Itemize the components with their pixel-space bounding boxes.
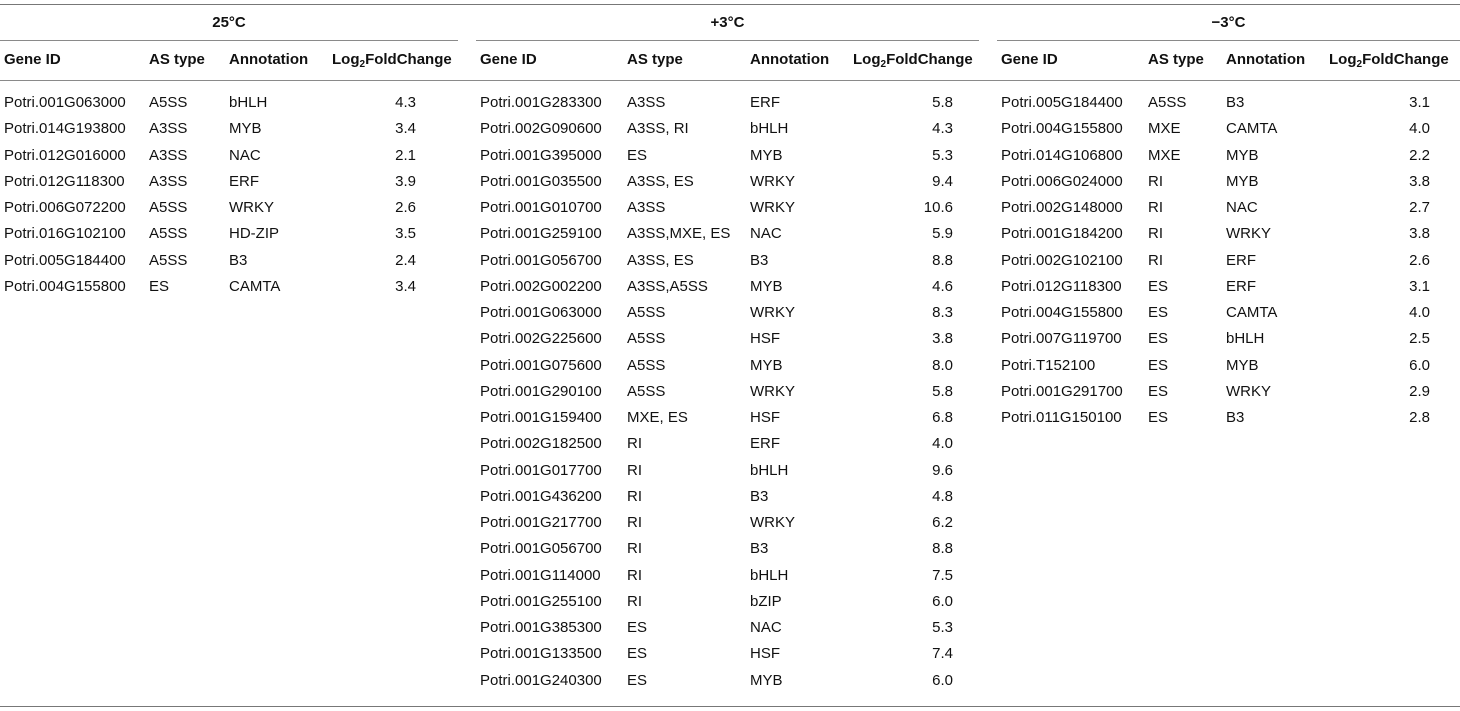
header-gene-id: Gene ID — [480, 51, 537, 68]
table-row — [0, 92, 458, 118]
cell-log2-fold-change: 2.2 — [1409, 146, 1430, 164]
table-row — [476, 460, 979, 486]
table-row — [997, 197, 1460, 223]
table-row — [997, 118, 1460, 144]
cell-annotation: NAC — [750, 225, 782, 243]
cell-gene-id: Potri.001G395000 — [480, 146, 602, 164]
table-row — [0, 197, 458, 223]
cell-gene-id: Potri.001G056700 — [480, 251, 602, 269]
group-title-25c: 25°C — [212, 14, 246, 31]
cell-as-type: A3SS,A5SS — [627, 277, 708, 295]
table-row — [476, 670, 979, 696]
cell-gene-id: Potri.001G290100 — [480, 382, 602, 400]
cell-as-type: MXE, ES — [627, 409, 688, 426]
cell-annotation: HSF — [750, 409, 780, 426]
header-log2-fold-change: Log$_2$FoldChange — [853, 51, 973, 70]
cell-log2-fold-change: 2.5 — [1409, 330, 1430, 348]
cell-log2-fold-change: 8.3 — [932, 304, 953, 321]
cell-log2-fold-change: 8.8 — [932, 251, 953, 269]
cell-annotation: WRKY — [750, 172, 795, 190]
cell-as-type: RI — [627, 487, 642, 505]
table-row — [476, 617, 979, 643]
cell-log2-fold-change: 2.8 — [1409, 409, 1430, 426]
table-row — [476, 591, 979, 617]
cell-log2-fold-change: 4.0 — [1409, 304, 1430, 321]
table-row — [0, 276, 458, 302]
cell-gene-id: Potri.001G217700 — [480, 514, 602, 531]
cell-gene-id: Potri.011G150100 — [1001, 409, 1122, 426]
table-row — [476, 145, 979, 171]
header-log2-fold-change: Log$_2$FoldChange — [332, 51, 452, 70]
cell-gene-id: Potri.001G255100 — [480, 592, 602, 610]
cell-annotation: MYB — [1226, 356, 1259, 374]
table-top-rule — [0, 4, 1460, 5]
cell-log2-fold-change: 9.4 — [932, 172, 953, 190]
table-row — [997, 223, 1460, 249]
table-row — [997, 171, 1460, 197]
cell-as-type: MXE — [1148, 120, 1181, 138]
header-gene-id: Gene ID — [1001, 51, 1058, 68]
table-row — [476, 433, 979, 459]
cell-annotation: WRKY — [1226, 225, 1271, 243]
table-row — [997, 145, 1460, 171]
cell-annotation: B3 — [229, 251, 248, 269]
cell-annotation: MYB — [1226, 146, 1259, 164]
cell-annotation: bHLH — [750, 120, 789, 138]
cell-log2-fold-change: 3.9 — [395, 172, 416, 190]
cell-gene-id: Potri.001G133500 — [480, 645, 602, 663]
cell-annotation: CAMTA — [1226, 304, 1278, 321]
cell-log2-fold-change: 6.0 — [1409, 356, 1430, 374]
table-row — [997, 381, 1460, 407]
cell-as-type: A3SS — [627, 199, 666, 216]
cell-log2-fold-change: 7.5 — [932, 566, 953, 584]
cell-annotation: ERF — [750, 94, 780, 111]
cell-as-type: RI — [627, 540, 642, 558]
cell-gene-id: Potri.001G184200 — [1001, 225, 1123, 243]
cell-as-type: A5SS — [149, 251, 188, 269]
cell-as-type: A3SS — [149, 172, 188, 190]
table-row — [476, 643, 979, 669]
table-row — [476, 92, 979, 118]
cell-gene-id: Potri.001G063000 — [4, 94, 126, 111]
cell-as-type: MXE — [1148, 146, 1181, 164]
cell-gene-id: Potri.005G184400 — [1001, 94, 1123, 111]
cell-log2-fold-change: 2.1 — [395, 146, 416, 164]
cell-log2-fold-change: 3.8 — [1409, 225, 1430, 243]
cell-gene-id: Potri.002G002200 — [480, 277, 602, 295]
cell-annotation: CAMTA — [1226, 120, 1278, 138]
table-row — [0, 223, 458, 249]
cell-log2-fold-change: 6.0 — [932, 671, 953, 689]
header-as-type: AS type — [149, 51, 205, 68]
cell-gene-id: Potri.012G118300 — [1001, 277, 1122, 295]
cell-annotation: ERF — [1226, 277, 1256, 295]
table-row — [0, 250, 458, 276]
cell-gene-id: Potri.001G056700 — [480, 540, 602, 558]
table-row — [476, 276, 979, 302]
cell-annotation: NAC — [1226, 199, 1258, 216]
cell-gene-id: Potri.001G240300 — [480, 671, 602, 689]
cell-annotation: MYB — [229, 120, 262, 138]
cell-annotation: HD-ZIP — [229, 225, 279, 243]
rows-minus3c — [997, 92, 1460, 433]
cell-log2-fold-change: 3.1 — [1409, 277, 1430, 295]
cell-as-type: ES — [1148, 356, 1169, 374]
cell-gene-id: Potri.001G385300 — [480, 619, 602, 636]
header-as-type: AS type — [627, 51, 683, 68]
cell-annotation: CAMTA — [229, 277, 281, 295]
cell-gene-id: Potri.002G225600 — [480, 330, 602, 348]
cell-log2-fold-change: 2.6 — [1409, 251, 1430, 269]
cell-gene-id: Potri.004G155800 — [4, 277, 126, 295]
cell-annotation: bHLH — [750, 461, 789, 479]
cell-as-type: ES — [627, 619, 648, 636]
cell-annotation: NAC — [229, 146, 261, 164]
cell-annotation: ERF — [1226, 251, 1256, 269]
cell-gene-id: Potri.001G259100 — [480, 225, 602, 243]
cell-as-type: A3SS — [627, 94, 666, 111]
cell-log2-fold-change: 4.3 — [932, 120, 953, 138]
cell-log2-fold-change: 4.3 — [395, 94, 416, 111]
table-row — [0, 171, 458, 197]
table-row — [476, 565, 979, 591]
cell-annotation: MYB — [750, 356, 783, 374]
cell-annotation: WRKY — [750, 304, 795, 321]
cell-as-type: ES — [1148, 409, 1169, 426]
cell-annotation: WRKY — [750, 514, 795, 531]
table-row — [0, 145, 458, 171]
cell-annotation: HSF — [750, 645, 780, 663]
cell-annotation: bHLH — [1226, 330, 1265, 348]
cell-as-type: ES — [1148, 304, 1169, 321]
cell-log2-fold-change: 4.0 — [1409, 120, 1430, 138]
cell-log2-fold-change: 5.8 — [932, 94, 953, 111]
table-row — [476, 171, 979, 197]
cell-gene-id: Potri.012G016000 — [4, 146, 126, 164]
cell-as-type: A3SS, RI — [627, 120, 689, 138]
cell-annotation: B3 — [750, 540, 769, 558]
table-row — [997, 276, 1460, 302]
cell-annotation: MYB — [1226, 172, 1259, 190]
cell-gene-id: Potri.002G090600 — [480, 120, 602, 138]
cell-gene-id: Potri.002G148000 — [1001, 199, 1123, 216]
cell-gene-id: Potri.001G283300 — [480, 94, 602, 111]
rows-25c — [0, 92, 458, 302]
cell-as-type: RI — [627, 435, 642, 453]
cell-as-type: ES — [627, 146, 648, 164]
cell-gene-id: Potri.001G035500 — [480, 172, 602, 190]
cell-gene-id: Potri.006G072200 — [4, 199, 126, 216]
table-row — [476, 355, 979, 381]
cell-gene-id: Potri.001G063000 — [480, 304, 602, 321]
cell-log2-fold-change: 4.8 — [932, 487, 953, 505]
cell-log2-fold-change: 3.4 — [395, 277, 416, 295]
cell-log2-fold-change: 10.6 — [923, 199, 953, 216]
rows-plus3c — [476, 92, 979, 696]
cell-annotation: bZIP — [750, 592, 782, 610]
cell-log2-fold-change: 4.0 — [932, 435, 953, 453]
cell-annotation: bHLH — [229, 94, 268, 111]
table-row — [997, 250, 1460, 276]
cell-as-type: ES — [1148, 330, 1169, 348]
cell-as-type: RI — [627, 592, 642, 610]
cell-as-type: A3SS, ES — [627, 251, 694, 269]
cell-gene-id: Potri.014G106800 — [1001, 146, 1123, 164]
cell-as-type: ES — [627, 671, 648, 689]
table-row — [476, 486, 979, 512]
cell-as-type: A5SS — [149, 225, 188, 243]
group-title-plus3c: +3°C — [710, 14, 745, 31]
cell-as-type: A3SS,MXE, ES — [627, 225, 731, 243]
cell-log2-fold-change: 7.4 — [932, 645, 953, 663]
table-row — [476, 328, 979, 354]
cell-gene-id: Potri.005G184400 — [4, 251, 126, 269]
cell-log2-fold-change: 2.4 — [395, 251, 416, 269]
cell-as-type: RI — [1148, 172, 1163, 190]
table-row — [476, 512, 979, 538]
cell-log2-fold-change: 5.3 — [932, 619, 953, 636]
table-row — [997, 328, 1460, 354]
cell-log2-fold-change: 2.9 — [1409, 382, 1430, 400]
cell-as-type: A5SS — [627, 330, 666, 348]
group-rule-25c — [0, 40, 458, 41]
cell-gene-id: Potri.001G436200 — [480, 487, 602, 505]
cell-as-type: RI — [1148, 251, 1163, 269]
cell-gene-id: Potri.007G119700 — [1001, 330, 1122, 348]
cell-annotation: WRKY — [750, 199, 795, 216]
table-row — [476, 223, 979, 249]
cell-as-type: A5SS — [149, 199, 188, 216]
cell-log2-fold-change: 3.8 — [932, 330, 953, 348]
cell-as-type: ES — [627, 645, 648, 663]
cell-gene-id: Potri.001G017700 — [480, 461, 602, 479]
cell-as-type: A5SS — [627, 356, 666, 374]
cell-annotation: WRKY — [1226, 382, 1271, 400]
table-row — [997, 302, 1460, 328]
header-annotation: Annotation — [1226, 51, 1306, 68]
cell-annotation: MYB — [750, 277, 783, 295]
cell-annotation: WRKY — [750, 382, 795, 400]
cell-log2-fold-change: 3.1 — [1409, 94, 1430, 111]
table-row — [476, 407, 979, 433]
table-row — [997, 92, 1460, 118]
cell-annotation: B3 — [1226, 409, 1245, 426]
table-row — [476, 538, 979, 564]
cell-as-type: A3SS, ES — [627, 172, 694, 190]
cell-as-type: RI — [627, 461, 642, 479]
table-row — [997, 407, 1460, 433]
cell-gene-id: Potri.014G193800 — [4, 120, 126, 138]
cell-annotation: HSF — [750, 330, 780, 348]
cell-gene-id: Potri.012G118300 — [4, 172, 125, 190]
cell-gene-id: Potri.001G075600 — [480, 356, 602, 374]
table-row — [476, 197, 979, 223]
header-bottom-rule — [0, 80, 1460, 81]
cell-log2-fold-change: 6.8 — [932, 409, 953, 426]
table-row — [476, 118, 979, 144]
cell-log2-fold-change: 3.8 — [1409, 172, 1430, 190]
cell-log2-fold-change: 8.8 — [932, 540, 953, 558]
cell-gene-id: Potri.006G024000 — [1001, 172, 1123, 190]
cell-log2-fold-change: 4.6 — [932, 277, 953, 295]
cell-as-type: ES — [1148, 277, 1169, 295]
cell-gene-id: Potri.001G010700 — [480, 199, 602, 216]
cell-log2-fold-change: 5.9 — [932, 225, 953, 243]
header-as-type: AS type — [1148, 51, 1204, 68]
cell-as-type: RI — [1148, 225, 1163, 243]
header-log2-fold-change: Log$_2$FoldChange — [1329, 51, 1449, 70]
cell-log2-fold-change: 5.3 — [932, 146, 953, 164]
cell-as-type: A5SS — [149, 94, 188, 111]
cell-as-type: ES — [1148, 382, 1169, 400]
cell-log2-fold-change: 5.8 — [932, 382, 953, 400]
table-bottom-rule — [0, 706, 1460, 707]
cell-log2-fold-change: 6.2 — [932, 514, 953, 531]
table-row — [0, 118, 458, 144]
table-row — [476, 302, 979, 328]
group-rule-minus3c — [997, 40, 1460, 41]
table-row — [476, 381, 979, 407]
table-row — [997, 355, 1460, 381]
cell-as-type: A3SS — [149, 120, 188, 138]
table-row — [476, 250, 979, 276]
cell-annotation: ERF — [229, 172, 259, 190]
cell-annotation: ERF — [750, 435, 780, 453]
cell-as-type: ES — [149, 277, 170, 295]
group-title-minus3c: −3°C — [1211, 14, 1246, 31]
cell-as-type: RI — [627, 514, 642, 531]
cell-log2-fold-change: 9.6 — [932, 461, 953, 479]
cell-annotation: WRKY — [229, 199, 274, 216]
cell-log2-fold-change: 3.5 — [395, 225, 416, 243]
cell-gene-id: Potri.001G114000 — [480, 566, 601, 584]
cell-annotation: NAC — [750, 619, 782, 636]
cell-log2-fold-change: 3.4 — [395, 120, 416, 138]
cell-log2-fold-change: 2.7 — [1409, 199, 1430, 216]
cell-annotation: MYB — [750, 671, 783, 689]
cell-gene-id: Potri.002G102100 — [1001, 251, 1123, 269]
cell-gene-id: Potri.001G159400 — [480, 409, 602, 426]
cell-log2-fold-change: 2.6 — [395, 199, 416, 216]
cell-annotation: B3 — [750, 487, 769, 505]
cell-gene-id: Potri.001G291700 — [1001, 382, 1123, 400]
cell-annotation: MYB — [750, 146, 783, 164]
cell-as-type: RI — [1148, 199, 1163, 216]
cell-gene-id: Potri.004G155800 — [1001, 304, 1123, 321]
cell-as-type: A5SS — [1148, 94, 1187, 111]
cell-gene-id: Potri.002G182500 — [480, 435, 602, 453]
header-gene-id: Gene ID — [4, 51, 61, 68]
group-rule-plus3c — [476, 40, 979, 41]
cell-gene-id: Potri.004G155800 — [1001, 120, 1123, 138]
cell-gene-id: Potri.T152100 — [1001, 356, 1096, 374]
cell-annotation: bHLH — [750, 566, 789, 584]
cell-annotation: B3 — [1226, 94, 1245, 111]
cell-log2-fold-change: 6.0 — [932, 592, 953, 610]
cell-gene-id: Potri.016G102100 — [4, 225, 126, 243]
header-annotation: Annotation — [750, 51, 830, 68]
cell-as-type: A3SS — [149, 146, 188, 164]
cell-as-type: RI — [627, 566, 642, 584]
cell-as-type: A5SS — [627, 304, 666, 321]
cell-log2-fold-change: 8.0 — [932, 356, 953, 374]
header-annotation: Annotation — [229, 51, 309, 68]
cell-annotation: B3 — [750, 251, 769, 269]
cell-as-type: A5SS — [627, 382, 666, 400]
